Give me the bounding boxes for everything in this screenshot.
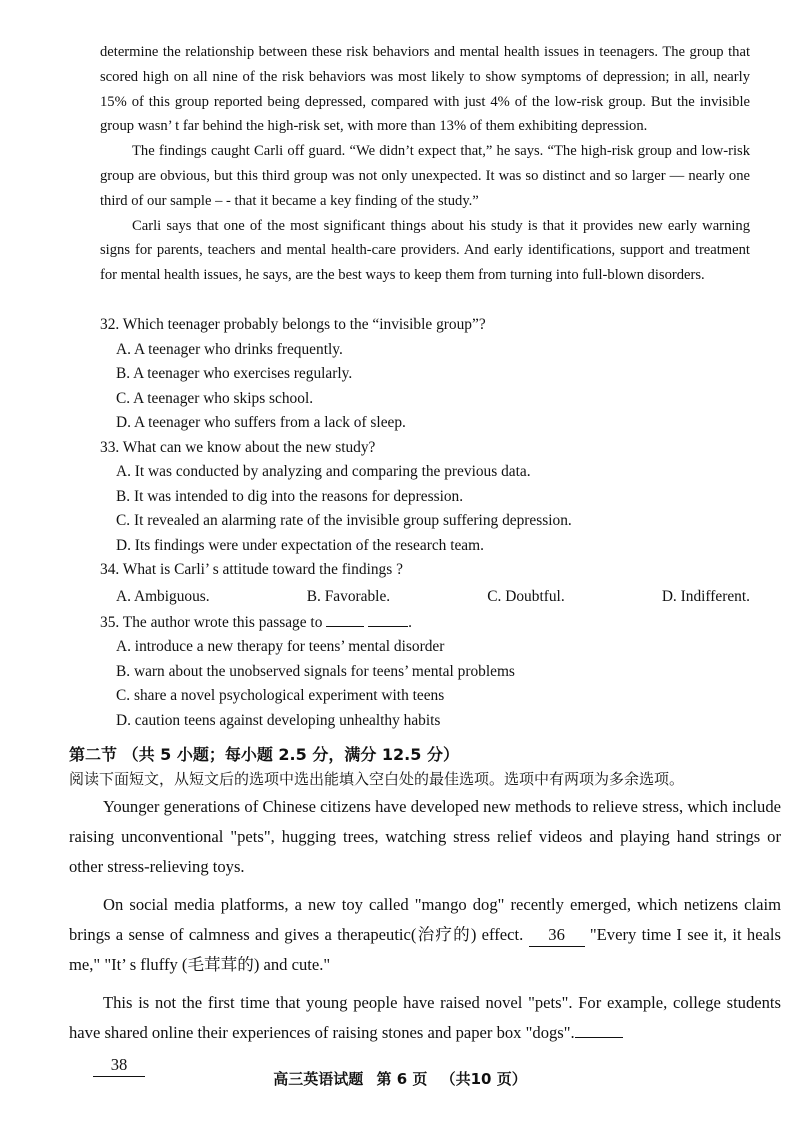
question-stem — [100, 611, 760, 636]
question-stem: 34. What is Carli’ s attitude toward the findings ? — [100, 561, 403, 578]
option-c: C. share a novel psychological experiment with teens — [116, 687, 445, 704]
section-title: 第二节 （共 5 小题；每小题 2.5 分，满分 12.5 分） — [69, 745, 459, 764]
gap-37 — [575, 1037, 623, 1038]
question-34 — [100, 558, 760, 611]
question-stem: 33. What can we know about the new study? — [100, 438, 376, 456]
footer-page: 第 6 页 — [376, 1070, 428, 1088]
option-c: C. A teenager who skips school. — [116, 389, 314, 407]
section-instruction: 阅读下面短文，从短文后的选项中选出能填入空白处的最佳选项。选项中有两项为多余选项。 — [69, 770, 685, 788]
option-c: C. Doubtful. — [487, 587, 565, 605]
option-a: A. introduce a new therapy for teens’ mental disorder — [116, 638, 445, 655]
question-stem-end: . — [408, 613, 412, 631]
option-b: B. Favorable. — [306, 587, 391, 605]
question-32 — [100, 313, 760, 436]
cloze-paragraph — [69, 988, 781, 1048]
page-footer — [0, 1068, 800, 1089]
option-a: A. A teenager who drinks frequently. — [116, 340, 343, 358]
option-c: C. It revealed an alarming rate of the invisible group suffering depression. — [116, 512, 572, 529]
option-b: B. A teenager who exercises regularly. — [116, 365, 353, 382]
question-35 — [100, 611, 760, 734]
passage-paragraph: determine the relationship between these risk behaviors and mental health issues in teenagers. The group that scored high on all nine of the risk behaviors was most likely to show symptoms of depression; in all, nearly 15% of this group reported being depressed, compared with just 4% of the low-risk group. But the invisible group wasn’ t far behind the high-risk set, with more than 13% of them exhibiting depression. — [100, 44, 750, 135]
answer-blank — [368, 612, 408, 627]
cloze-passage — [69, 792, 781, 1077]
answer-blank — [326, 612, 364, 627]
option-a: A. It was conducted by analyzing and comparing the previous data. — [116, 463, 531, 480]
option-d: D. Its findings were under expectation of the research team. — [116, 536, 484, 554]
question-stem-text: 35. The author wrote this passage to — [100, 613, 323, 631]
cloze-text: This is not the first time that young people have raised novel "pets". For example, college students have shared online their experiences of raising stones and paper box "dogs". — [69, 993, 781, 1042]
passage-paragraph: Carli says that one of the most significant things about his study is that it provides new early warning signs for parents, teachers and mental health-care providers. And early identifications, support and treatment for mental health issues, he says, are the best ways to keep them from turning into full-blown disorders. — [100, 217, 750, 284]
footer-subject: 高三英语试题 — [273, 1070, 364, 1088]
option-b: B. warn about the unobserved signals for teens’ mental problems — [116, 662, 515, 680]
cloze-paragraph — [69, 890, 781, 980]
question-list — [100, 313, 760, 733]
passage-paragraph: The findings caught Carli off guard. “We didn’t expect that,” he says. “The high-risk group and low-risk group are obvious, but this third group was not only unexpected. It was so distinct and so larger — nearly one third of our sample – - that it became a key finding of the study.” — [100, 143, 750, 209]
section-two — [69, 742, 781, 1077]
reading-passage-c — [100, 40, 750, 288]
gap-38: 38 — [93, 1054, 145, 1077]
cloze-quote: "Every time I see it, it heals me," "It’ s fluffy (毛茸茸的) and cute." — [69, 925, 781, 974]
option-b: B. It was intended to dig into the reasons for depression. — [116, 487, 464, 505]
option-a: A. Ambiguous. — [116, 587, 210, 605]
option-row — [100, 583, 760, 611]
footer-total: （共10 页） — [440, 1070, 527, 1088]
option-d: D. A teenager who suffers from a lack of sleep. — [116, 414, 406, 431]
option-d: D. Indifferent. — [661, 587, 750, 605]
gap-36: 36 — [529, 924, 585, 947]
cloze-paragraph: Younger generations of Chinese citizens have developed new methods to relieve stress, which include raising unconventional "pets", hugging trees, watching stress relief videos and playing hand strings or other stress-relieving toys. — [69, 797, 781, 876]
question-33 — [100, 436, 760, 559]
question-stem: 32. Which teenager probably belongs to the “invisible group”? — [100, 316, 486, 333]
option-d: D. caution teens against developing unhealthy habits — [116, 711, 441, 729]
cloze-text: On social media platforms, a new toy called "mango dog" recently emerged, which netizens claim brings a sense of calmness and gives a therapeutic(治疗的) effect. — [69, 895, 781, 944]
